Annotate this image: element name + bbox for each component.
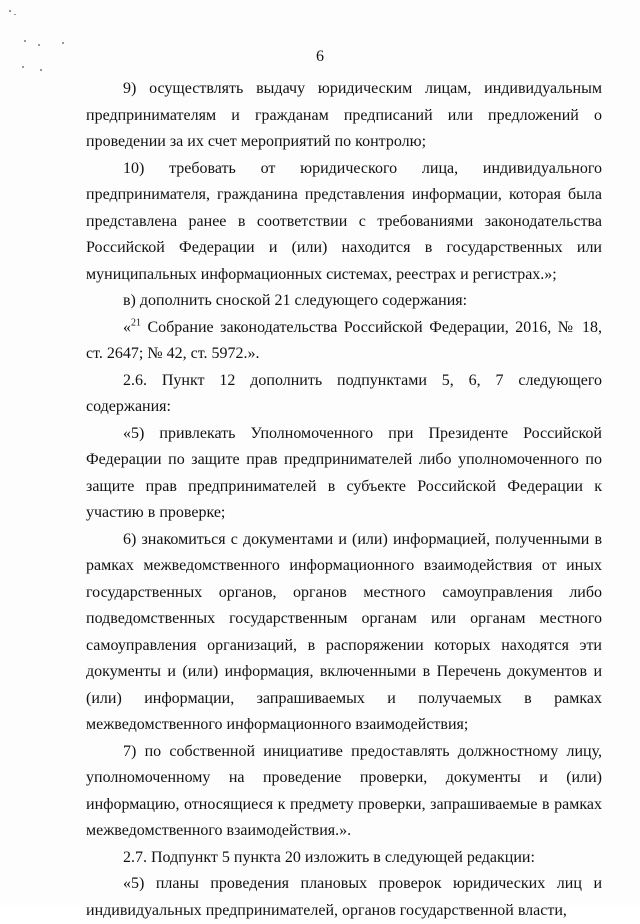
paragraph-item-9: 9) осуществлять выдачу юридическим лицам, индивидуальным предпринимателям и гражданам предписаний или предложений о проведении за их счет мероприятий по контролю; xyxy=(86,80,602,150)
footnote-text: Собрание законодательства Российской Федерации, 2016, № 18, ст. 2647; № 42, ст. 5972.». xyxy=(86,318,602,362)
footnote-21 xyxy=(86,315,602,368)
paragraph-2-6: 2.6. Пункт 12 дополнить подпунктами 5, 6, 7 следующего содержания: xyxy=(86,371,602,415)
subitem-5-plans: «5) планы проведения плановых проверок юридических лиц и индивидуальных предпринимателей, органов государственной власти, xyxy=(86,875,602,919)
paragraph-2-7: 2.7. Подпункт 5 пункта 20 изложить в следующей редакции: xyxy=(123,848,535,866)
page-number: 6 xyxy=(316,48,324,65)
paragraph-footnote-intro: в) дополнить сноской 21 следующего содержания: xyxy=(123,292,468,309)
footnote-open-quote: « xyxy=(123,318,131,336)
subitem-7: 7) по собственной инициативе предоставлять должностному лицу, уполномоченному на проведение проверки, документы и (или) информацию, относящиеся к предмету проверки, запрашиваемые в рамках межведомственного взаимодействия.». xyxy=(86,742,602,839)
subitem-6: 6) знакомиться с документами и (или) информацией, полученными в рамках межведомственного информационного взаимодействия от иных государственных органов, органов местного самоуправления либо подведомственных государственным органам или органам местного самоуправления организаций, в распоряжении которых находятся эти документы и (или) информация, включенными в Перечень документов и (или) информации, запрашиваемых и получаемых в рамках межведомственного информационного взаимодействия; xyxy=(86,530,602,733)
paragraph-item-10: 10) требовать от юридического лица, индивидуального предпринимателя, гражданина представления информации, которая была представлена ранее в соответствии с требованиями законодательства Российской Федерации и (или) находится в государственных или муниципальных информационных системах, реестрах и регистрах.»; xyxy=(86,159,602,283)
subitem-5: «5) привлекать Уполномоченного при Президенте Российской Федерации по защите прав предпринимателей либо уполномоченного по защите прав предпринимателей в субъекте Российской Федерации к участию в проверке; xyxy=(86,424,602,521)
footnote-number: 21 xyxy=(131,317,141,329)
document-body xyxy=(86,76,602,924)
